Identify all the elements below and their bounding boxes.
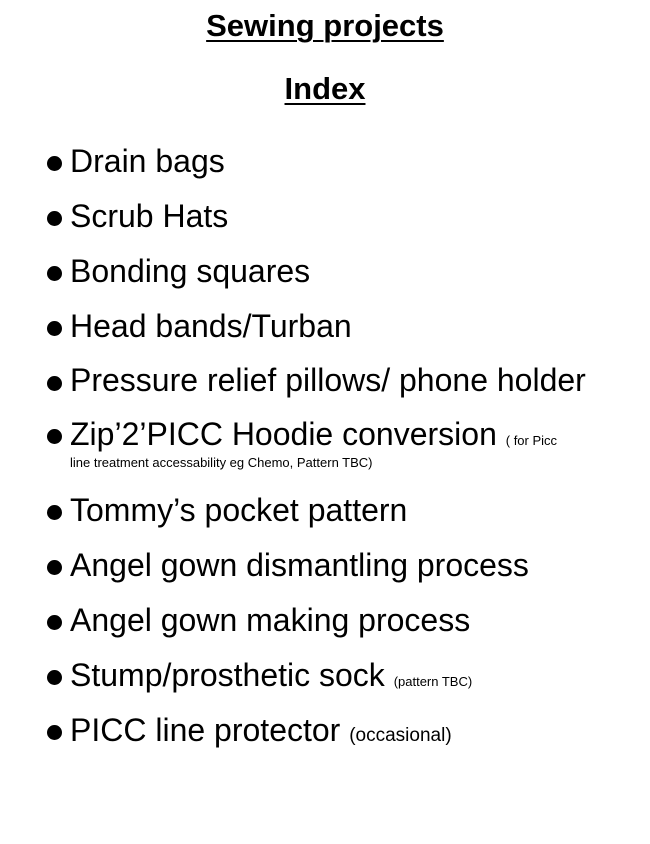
list-item: [44, 244, 644, 299]
item-note-continued: line treatment accessability eg Chemo, Pattern TBC): [70, 455, 373, 470]
bullet-icon: [47, 266, 62, 281]
list-item: [44, 134, 644, 189]
bullet-icon: [47, 321, 62, 336]
project-list: [44, 134, 644, 758]
item-text: Drain bags: [70, 143, 225, 179]
list-item: [44, 648, 644, 703]
list-item: [44, 407, 644, 483]
item-text: Zip’2’PICC Hoodie conversion: [70, 416, 497, 452]
item-text: Head bands/Turban: [70, 308, 352, 344]
list-item: [44, 189, 644, 244]
item-text: Tommy’s pocket pattern: [70, 492, 408, 528]
bullet-icon: [47, 615, 62, 630]
bullet-icon: [47, 670, 62, 685]
document-title: Sewing projects: [206, 8, 444, 43]
list-item: [44, 483, 644, 538]
bullet-icon: [47, 156, 62, 171]
list-item: [44, 354, 590, 407]
list-item: [44, 703, 644, 758]
item-text: PICC line protector: [70, 712, 341, 748]
bullet-icon: [47, 725, 62, 740]
bullet-icon: [47, 211, 62, 226]
list-item: [44, 299, 644, 354]
item-text: Stump/prosthetic sock: [70, 657, 385, 693]
bullet-icon: [47, 376, 62, 391]
document-subtitle: Index: [284, 71, 366, 106]
item-text: Angel gown making process: [70, 602, 471, 638]
bullet-icon: [47, 429, 62, 444]
list-item: [44, 538, 644, 593]
item-note: (pattern TBC): [393, 674, 473, 689]
bullet-icon: [47, 505, 62, 520]
item-text: Pressure relief pillows/ phone holder: [70, 362, 586, 398]
item-note: (occasional): [349, 725, 452, 746]
item-text: Bonding squares: [70, 253, 311, 289]
list-item: [44, 593, 644, 648]
item-note: ( for Picc: [505, 433, 558, 448]
item-text: Scrub Hats: [70, 198, 229, 234]
bullet-icon: [47, 560, 62, 575]
item-text: Angel gown dismantling process: [70, 547, 529, 583]
